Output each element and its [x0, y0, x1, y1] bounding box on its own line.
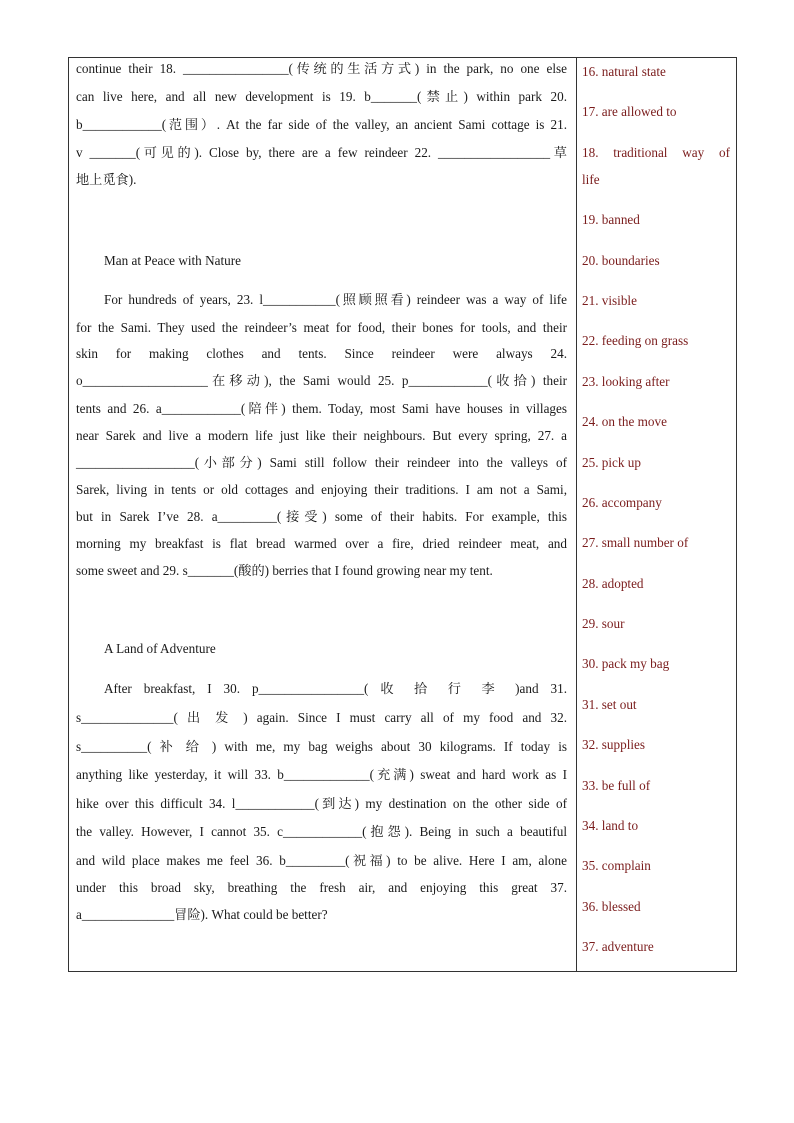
passage-line: for the Sami. They used the reindeer’s meat for food, their bones for tools, and their [76, 320, 567, 335]
passage-line: morning my breakfast is flat bread warmed over a fire, dried reindeer meat, and [76, 536, 567, 551]
answer-item: 20. boundaries [582, 253, 660, 268]
answer-item: 33. be full of [582, 778, 651, 793]
passage-line: Sarek, living in tents or old cottages and enjoying their traditions. I am not a Sami, [76, 482, 567, 497]
passage-line: continue their 18. ________________(传统的生活方式) in the park, no one else [76, 61, 567, 76]
answer-item: 30. pack my bag [582, 656, 670, 671]
answer-item: 36. blessed [582, 899, 641, 914]
answer-item: 17. are allowed to [582, 104, 677, 119]
passage-line: 地上觅食). [76, 172, 137, 187]
passage-line: v _______(可见的). Close by, there are a few reindeer 22. _________________草 [76, 145, 567, 160]
passage-line: s______________( 出 发 ) again. Since I must carry all of my food and 32. [76, 710, 567, 725]
passage-line: some sweet and 29. s_______(酸的) berries that I found growing near my tent. [76, 563, 493, 578]
answer-item: 22. feeding on grass [582, 333, 689, 348]
answer-item: 28. adopted [582, 576, 644, 591]
passage-line: __________________(小部分) Sami still follow their reindeer into the valleys of [76, 455, 567, 470]
passage-line: but in Sarek I’ve 28. a_________(接受) some of their habits. For example, this [76, 509, 567, 524]
exercise-table [68, 57, 737, 972]
passage-line: s__________( 补 给 ) with me, my bag weighs about 30 kilograms. If today is [76, 739, 567, 754]
passage-line: After breakfast, I 30. p________________( 收 拾 行 李 )and 31. [104, 681, 567, 696]
passage-line: hike over this difficult 34. l____________(到达) my destination on the other side of [76, 796, 567, 811]
passage-line: skin for making clothes and tents. Since reindeer were always 24. [76, 346, 567, 361]
passage-line: b____________(范围）. At the far side of the valley, an ancient Sami cottage is 21. [76, 117, 567, 132]
answer-item: 31. set out [582, 697, 637, 712]
passage-line: can live here, and all new development is 19. b_______(禁止) within park 20. [76, 89, 567, 104]
answer-item: 18. traditional way of [582, 145, 730, 160]
answer-item: 32. supplies [582, 737, 646, 752]
section-heading: Man at Peace with Nature [104, 253, 241, 268]
answer-item: 34. land to [582, 818, 639, 833]
answer-item: 27. small number of [582, 535, 689, 550]
passage-line: For hundreds of years, 23. l___________(照顾照看) reindeer was a way of life [104, 292, 567, 307]
answer-item: 35. complain [582, 858, 651, 873]
column-divider [576, 58, 577, 971]
answer-item: 19. banned [582, 212, 640, 227]
answer-item: 26. accompany [582, 495, 662, 510]
answer-item: 37. adventure [582, 939, 654, 954]
answer-item: 21. visible [582, 293, 637, 308]
passage-line: and wild place makes me feel 36. b_________(祝福) to be alive. Here I am, alone [76, 853, 567, 868]
passage-line: under this broad sky, breathing the fresh air, and enjoying this great 37. [76, 880, 567, 895]
answer-item: 24. on the move [582, 414, 667, 429]
answer-item: 25. pick up [582, 455, 641, 470]
answer-item: 29. sour [582, 616, 625, 631]
passage-line: o___________________在移动), the Sami would 25. p____________(收拾) their [76, 373, 567, 388]
section-heading: A Land of Adventure [104, 641, 216, 656]
answer-item: 23. looking after [582, 374, 670, 389]
passage-line: the valley. However, I cannot 35. c____________(抱怨). Being in such a beautiful [76, 824, 567, 839]
passage-line: tents and 26. a____________(陪伴) them. Today, most Sami have houses in villages [76, 401, 567, 416]
answer-item: 16. natural state [582, 64, 666, 79]
answer-item: life [582, 172, 600, 187]
passage-line: near Sarek and live a modern life just like their neighbours. But every spring, 27. a [76, 428, 567, 443]
passage-line: a______________冒险). What could be better? [76, 907, 328, 922]
passage-line: anything like yesterday, it will 33. b_____________(充满) sweat and hard work as I [76, 767, 567, 782]
